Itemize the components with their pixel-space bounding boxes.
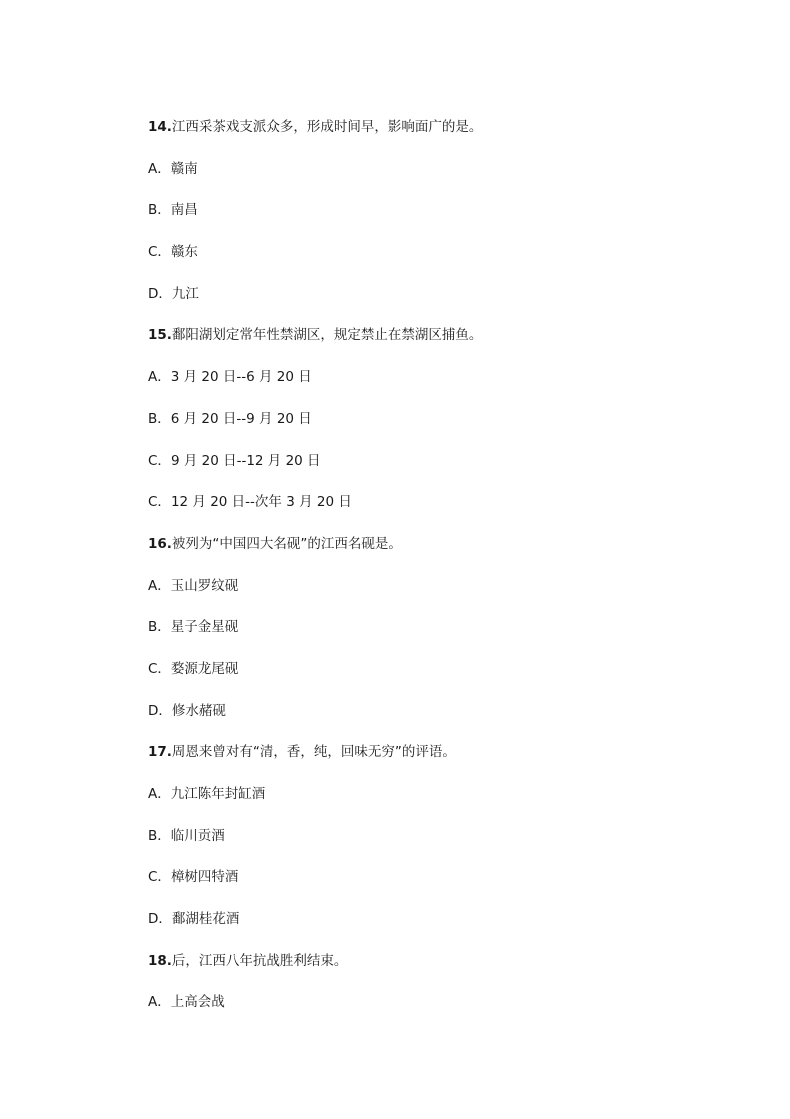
question-14 [148,116,748,158]
option-letter: D． [148,911,172,928]
option-letter: A． [148,369,171,386]
option-letter: B． [148,202,171,219]
option-15-c [148,450,748,492]
option-17-b [148,825,748,867]
option-18-a [148,991,748,1033]
option-16-c [148,658,748,700]
question-text: 鄱阳湖划定常年性禁湖区，规定禁止在禁湖区捕鱼。 [171,327,483,344]
question-list [148,116,748,1033]
question-17 [148,741,748,783]
option-text: 鄱湖桂花酒 [171,911,240,928]
question-number: 15. [148,327,172,344]
option-14-c [148,241,748,283]
question-number: 17. [148,744,172,761]
option-15-b [148,408,748,450]
option-text: 12 月 20 日--次年 3 月 20 日 [170,494,352,511]
option-15-a [148,366,748,408]
option-text: 玉山罗纹砚 [170,577,239,594]
option-text: 临川贡酒 [170,827,225,844]
option-letter: A． [148,786,171,802]
question-16 [148,533,748,575]
option-14-b [148,199,748,241]
option-letter: B． [148,827,171,844]
option-letter: C． [148,660,171,677]
option-15-d [148,491,748,533]
option-letter: C． [148,494,171,511]
question-text: 被列为“中国四大名砚”的江西名砚是。 [171,535,402,552]
option-14-a [148,158,748,200]
option-letter: D． [148,285,172,302]
option-14-d [148,283,748,325]
option-text: 6 月 20 日--9 月 20 日 [170,410,312,427]
option-17-d [148,908,748,950]
option-text: 樟树四特酒 [170,869,239,886]
question-18 [148,950,748,992]
option-letter: C． [148,244,171,261]
option-text: 赣东 [170,244,198,261]
option-letter: A． [148,577,171,594]
option-16-d [148,700,748,742]
option-letter: C． [148,452,171,469]
option-text: 星子金星砚 [170,619,239,636]
option-letter: A． [148,160,171,177]
option-17-c [148,866,748,908]
question-number: 16. [148,535,172,552]
question-text: 后，江西八年抗战胜利结束。 [171,952,348,969]
option-text: 赣南 [170,160,198,177]
option-letter: C． [148,869,171,886]
question-text: 江西采茶戏支派众多，形成时间早，影响面广的是。 [171,119,483,135]
option-letter: B． [148,619,171,636]
option-letter: D． [148,702,172,719]
question-number: 18. [148,952,172,969]
option-16-b [148,616,748,658]
option-text: 南昌 [170,202,198,219]
option-text: 九江 [171,285,199,302]
option-text: 婺源龙尾砚 [170,660,239,677]
option-letter: A． [148,994,171,1011]
option-16-a [148,575,748,617]
option-text: 3 月 20 日--6 月 20 日 [170,369,312,386]
option-text: 上高会战 [170,994,225,1011]
option-text: 九江陈年封缸酒 [170,786,266,802]
question-number: 14. [148,119,172,135]
question-15 [148,324,748,366]
option-letter: B． [148,410,171,427]
option-17-a [148,783,748,825]
option-text: 9 月 20 日--12 月 20 日 [170,452,321,469]
question-text: 周恩来曾对有“清，香，纯，回味无穷”的评语。 [171,744,456,761]
option-text: 修水赭砚 [171,702,226,719]
